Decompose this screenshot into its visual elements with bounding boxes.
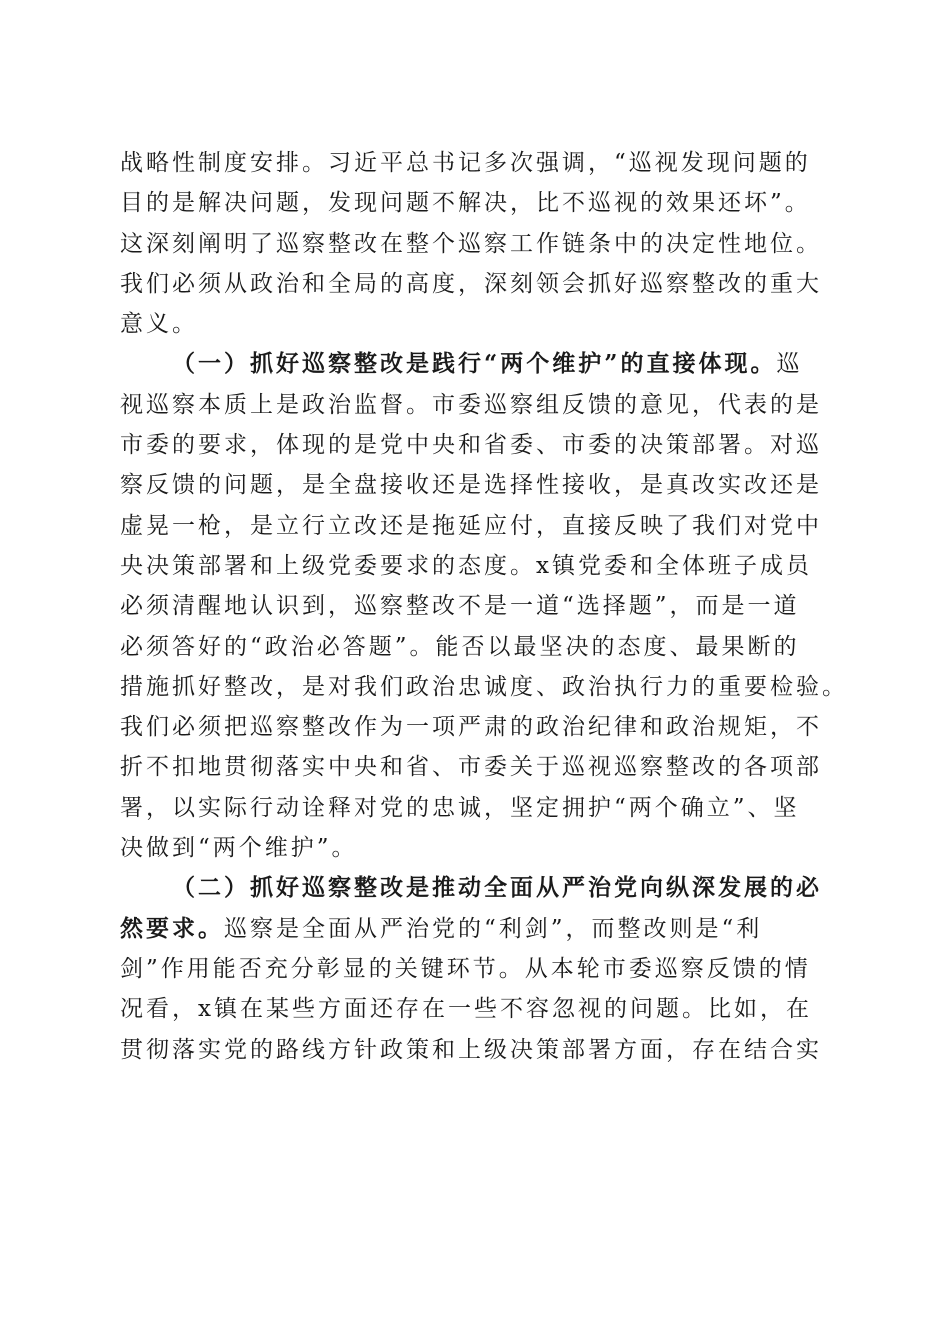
text-line: 我们必须从政治和全局的高度，深刻领会抓好巡察整改的重大	[120, 270, 822, 297]
text-line: 市委的要求，体现的是党中央和省委、市委的决策部署。对巡	[120, 432, 822, 459]
text-run: 巡	[776, 351, 803, 378]
text-line: 必须答好的“政治必答题”。能否以最坚决的态度、最果断的	[120, 633, 800, 660]
text-line: 虚晃一枪，是立行立改还是拖延应付，直接反映了我们对党中	[120, 512, 822, 539]
text-line: 剑”作用能否充分彰显的关键环节。从本轮市委巡察反馈的情	[120, 955, 811, 982]
text-line: 意义。	[120, 311, 198, 338]
text-run: 巡察是全面从严治党的“利剑”，而整改则是“利	[224, 915, 763, 942]
text-line: 决做到“两个维护”。	[120, 835, 358, 862]
section-heading-1: （一）抓好巡察整改是践行“两个维护”的直接体现。	[172, 350, 777, 378]
text-line: 这深刻阐明了巡察整改在整个巡察工作链条中的决定性地位。	[120, 230, 822, 257]
section-heading-line	[120, 344, 832, 384]
text-line: 贯彻落实党的路线方针政策和上级决策部署方面，存在结合实	[120, 1036, 822, 1063]
text-line: 况看，x镇在某些方面还存在一些不容忽视的问题。比如，在	[120, 996, 812, 1023]
text-line: 察反馈的问题，是全盘接收还是选择性接收，是真改实改还是	[120, 472, 822, 499]
section-heading-line	[120, 909, 832, 949]
text-line: 措施抓好整改，是对我们政治忠诚度、政治执行力的重要检验。	[120, 673, 848, 700]
text-line: 目的是解决问题，发现问题不解决，比不巡视的效果还坏”。	[120, 190, 811, 217]
text-line: 视巡察本质上是政治监督。市委巡察组反馈的意见，代表的是	[120, 391, 822, 418]
text-line: 必须清醒地认识到，巡察整改不是一道“选择题”，而是一道	[120, 593, 800, 620]
text-line: 折不扣地贯彻落实中央和省、市委关于巡视巡察整改的各项部	[120, 754, 822, 781]
section-heading-2: （二）抓好巡察整改是推动全面从严治党向纵深发展的必	[172, 874, 822, 902]
text-line: 署，以实际行动诠释对党的忠诚，坚定拥护“两个确立”、坚	[120, 794, 800, 821]
text-line: 战略性制度安排。习近平总书记多次强调，“巡视发现问题的	[120, 150, 811, 176]
section-heading-line	[120, 868, 832, 908]
body-text	[120, 143, 848, 1070]
text-line: 央决策部署和上级党委要求的态度。x镇党委和全体班子成员	[120, 552, 812, 579]
section-heading-2-cont: 然要求。	[120, 914, 224, 942]
text-line: 我们必须把巡察整改作为一项严肃的政治纪律和政治规矩，不	[120, 714, 822, 741]
